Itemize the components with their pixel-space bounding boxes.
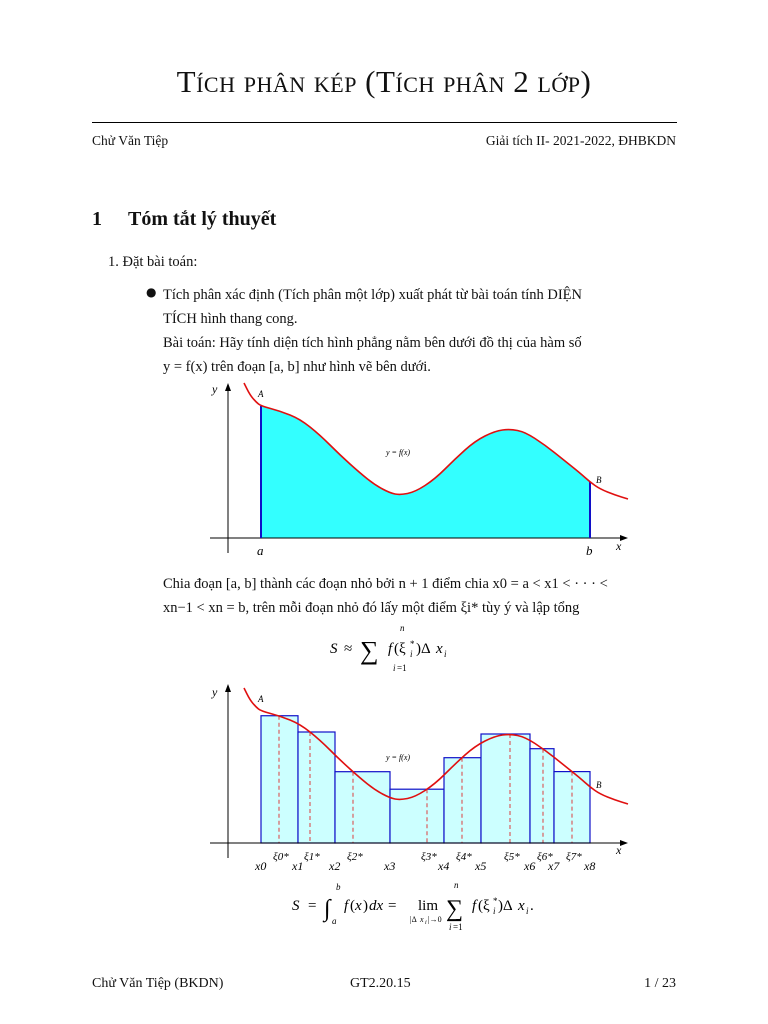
riemann-rectangle [530, 749, 554, 843]
xi-tick-label: ξ3* [421, 851, 437, 863]
section-number: 1 [92, 208, 102, 230]
svg-text:(: ( [350, 898, 355, 914]
x-tick-label: x7 [548, 859, 560, 873]
svg-text:*: * [410, 639, 415, 649]
figure-riemann-rectangles [200, 680, 640, 880]
svg-text:i: i [493, 906, 496, 916]
footer-page-number: 1 / 23 [644, 976, 676, 991]
shaded-area [261, 406, 590, 538]
riemann-rectangle [390, 789, 444, 843]
svg-text:i: i [449, 922, 452, 932]
svg-text:f: f [344, 898, 349, 914]
footer-author: Chử Văn Tiệp (BKDN) [92, 976, 224, 991]
svg-text:*: * [493, 896, 498, 906]
svg-text:b: b [336, 882, 341, 892]
svg-text:∑: ∑ [446, 896, 464, 922]
xi-tick-label: ξ5* [504, 851, 520, 863]
x-axis-label: x [616, 843, 622, 857]
figure-area-under-curve [200, 375, 640, 560]
xi-tick-label: ξ6* [537, 851, 553, 863]
svg-text:)Δ: )Δ [416, 641, 431, 657]
svg-text:x: x [355, 898, 362, 914]
svg-text:|Δ: |Δ [410, 915, 417, 924]
x-tick-label: x6 [524, 859, 536, 873]
y-axis-arrow [225, 383, 231, 391]
title-rule [92, 122, 677, 123]
para1-line4: y = f(x) trên đoạn [a, b] như hình vẽ bên dưới. [163, 359, 431, 375]
xi-tick-label: ξ7* [566, 851, 582, 863]
svg-text:(ξ: (ξ [478, 898, 490, 914]
para2-line1: Chia đoạn [a, b] thành các đoạn nhỏ bởi n + 1 điểm chia x0 = a < x1 < · · · < [163, 576, 608, 592]
svg-text:∫: ∫ [324, 896, 331, 922]
x-tick-label: x3 [384, 859, 396, 873]
riemann-sum-formula [330, 625, 510, 675]
svg-text:a: a [332, 916, 337, 926]
svg-text:x: x [518, 898, 525, 914]
svg-text:f: f [388, 641, 393, 657]
svg-text:|→0: |→0 [428, 915, 442, 924]
xi-tick-label: ξ2* [347, 851, 363, 863]
point-A-label: A [258, 389, 264, 399]
svg-text:x: x [436, 641, 443, 657]
paragraph-1 [163, 283, 678, 379]
x-tick-label: x1 [292, 859, 304, 873]
para2-line2: xn−1 < xn = b, trên mỗi đoạn nhỏ đó lấy một điểm ξi* tùy ý và lập tổng [163, 600, 580, 616]
y-axis-label: y [212, 382, 218, 396]
x-tick-label: x8 [584, 859, 596, 873]
svg-text:(ξ: (ξ [394, 641, 406, 657]
definite-integral-formula [240, 880, 570, 935]
svg-text:i: i [444, 649, 447, 659]
riemann-rectangle [261, 716, 298, 843]
xi-tick-label: ξ1* [304, 851, 320, 863]
xi-tick-label: ξ4* [456, 851, 472, 863]
svg-text:=1: =1 [397, 663, 407, 673]
svg-text:i: i [425, 920, 427, 926]
svg-text:n: n [400, 625, 405, 633]
b-label: b [586, 543, 593, 558]
svg-text:)Δ: )Δ [498, 898, 513, 914]
para1-line2: TÍCH hình thang cong. [163, 311, 298, 327]
riemann-rectangle [335, 772, 390, 843]
x-tick-label: x4 [438, 859, 450, 873]
point-B-label: B [596, 780, 602, 790]
header-course: Giải tích II- 2021-2022, ĐHBKDN [485, 133, 676, 148]
y-axis-label: y [212, 685, 218, 699]
svg-text:): ) [363, 898, 368, 914]
point-B-label: B [596, 475, 602, 485]
header-author: Chử Văn Tiệp [92, 133, 169, 148]
x-tick-label: x5 [475, 859, 487, 873]
svg-text:=: = [388, 898, 397, 914]
curve-label: y = f(x) [386, 448, 411, 457]
svg-text:.: . [530, 898, 534, 914]
svg-text:≈: ≈ [344, 641, 353, 657]
x-tick-label: x0 [255, 859, 267, 873]
svg-text:∑: ∑ [360, 636, 379, 665]
curve-label: y = f(x) [386, 753, 411, 762]
x-tick-label: x2 [329, 859, 341, 873]
a-label: a [257, 543, 264, 558]
svg-text:i: i [393, 663, 396, 673]
svg-text:=: = [308, 898, 317, 914]
xi-tick-label: ξ0* [273, 851, 289, 863]
para1-line1: Tích phân xác định (Tích phân một lớp) xuất phát từ bài toán tính DIỆN [163, 287, 583, 303]
page-title: Tích phân kép (Tích phân 2 lớp) [176, 64, 592, 99]
para1-line3: Bài toán: Hãy tính diện tích hình phẳng nằm bên dưới đồ thị của hàm số [163, 335, 582, 351]
x-axis-label: x [616, 539, 622, 553]
point-A-label: A [258, 694, 264, 704]
xi-tick-labels [273, 851, 582, 863]
svg-text:S: S [292, 898, 300, 914]
svg-text:x: x [420, 915, 424, 924]
svg-text:dx: dx [369, 898, 384, 914]
svg-text:=1: =1 [453, 922, 463, 932]
paragraph-2 [163, 572, 678, 620]
svg-text:lim: lim [418, 898, 439, 914]
section-title: Tóm tắt lý thuyết [128, 208, 277, 230]
footer-code: GT2.20.15 [350, 976, 411, 991]
svg-text:i: i [410, 649, 413, 659]
svg-text:n: n [454, 880, 459, 890]
svg-text:i: i [526, 906, 529, 916]
bullet-icon: ● [146, 285, 157, 299]
y-axis-arrow [225, 684, 231, 692]
svg-text:f: f [472, 898, 477, 914]
svg-text:S: S [330, 641, 338, 657]
riemann-rectangle [481, 734, 530, 843]
list-item-1: 1. Đặt bài toán: [108, 254, 198, 270]
